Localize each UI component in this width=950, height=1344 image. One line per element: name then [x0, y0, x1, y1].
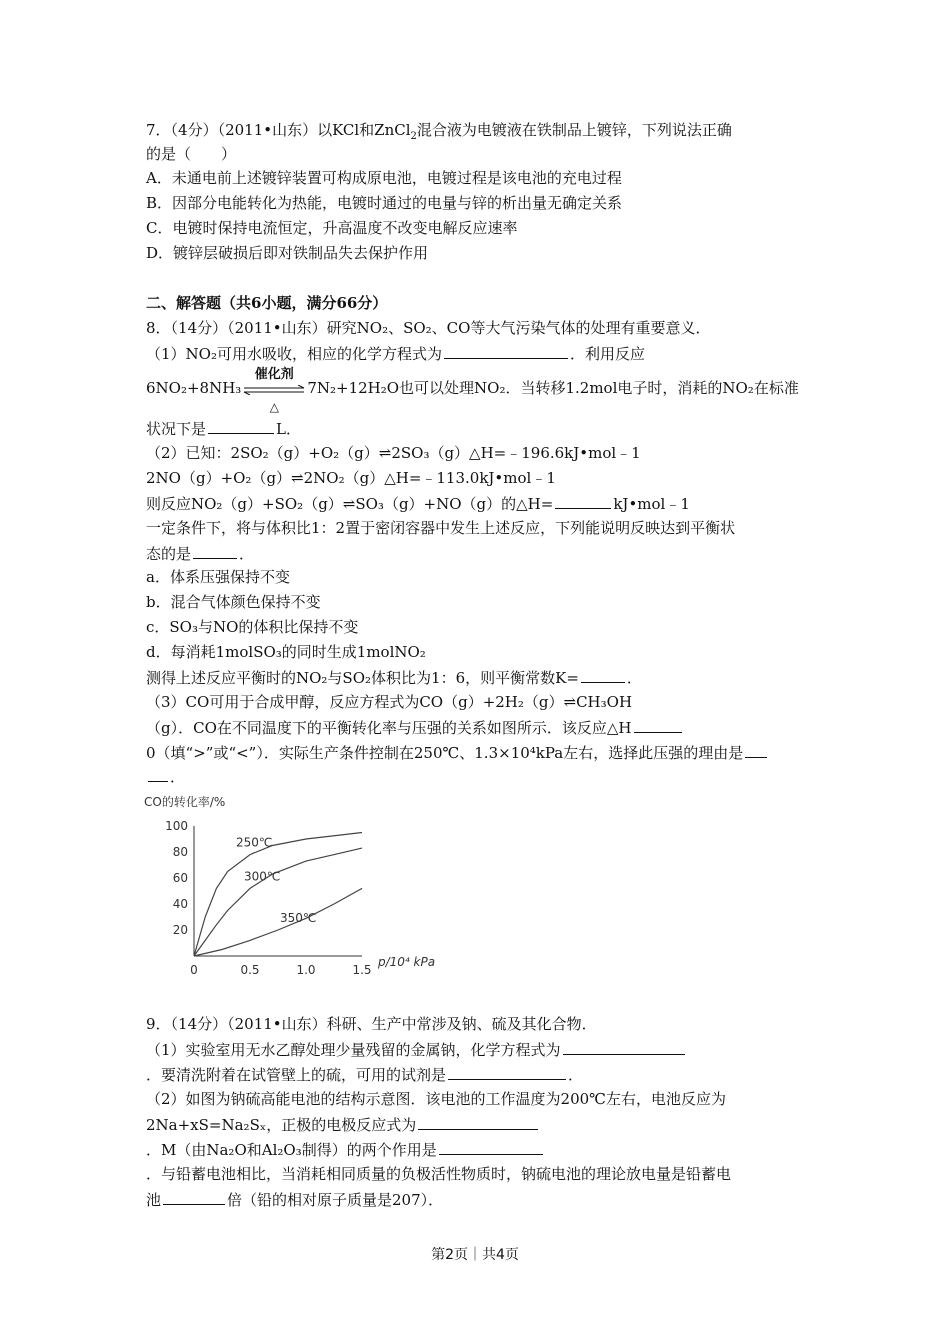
series-lines — [194, 833, 362, 957]
q8-part3-line3: 0（填“>”或“<”）．实际生产条件控制在250℃、1.3×10⁴kPa左右，选择此压强的理由是 — [146, 742, 769, 763]
q9-part1-line1: （1）实验室用无水乙醇处理少量残留的金属钠，化学方程式为 — [146, 1039, 687, 1060]
q8-part2-eq2: 2NO（g）+O₂（g）⇌2NO₂（g）△H=﹣113.0kJ•mol﹣1 — [146, 469, 556, 487]
x-tick-labels — [190, 963, 371, 977]
q9-stem: 9．（14分）（2011•山东）科研、生产中常涉及钠、硫及其化合物． — [146, 1015, 597, 1033]
q9-part1-line2: ．要清洗附着在试管壁上的硫，可用的试剂是 ． — [146, 1066, 584, 1084]
series-labels — [236, 836, 316, 925]
q8-part1-equation: 6NO₂+8NH₃ 催化剂 △ 7N₂+12H₂O也可以处理NO₂．当转移1.2mol电子时，消耗的NO₂在标准 — [146, 367, 799, 414]
answer-blank[interactable] — [745, 742, 767, 758]
y-tick-labels — [165, 819, 188, 937]
q8-part2-line3: 则反应NO₂（g）+SO₂（g）⇌SO₃（g）+NO（g）的△H= kJ•mol﹣1 — [146, 495, 690, 513]
answer-blank[interactable] — [163, 1189, 225, 1205]
q8-option-d: d．每消耗1molSO₃的同时生成1molNO₂ — [146, 643, 426, 661]
answer-blank[interactable] — [418, 1114, 538, 1130]
x-tick-label: 0.5 — [240, 963, 260, 977]
q7-stem-line1: 7．（4分）（2011•山东）以KCl和ZnCl$_2$混合液为电镀液在铁制品上镀锌，下列说法正确 — [146, 121, 732, 142]
series-label: 250℃ — [236, 835, 273, 850]
answer-blank[interactable] — [444, 343, 568, 359]
x-tick-label: 1.5 — [352, 963, 372, 977]
q8-part2-line4: 一定条件下，将与体积比1：2置于密闭容器中发生上述反应，下列能说明反映达到平衡状 — [146, 519, 736, 537]
q7-option-c: C．电镀时保持电流恒定，升高温度不改变电解反应速率 — [146, 219, 518, 237]
answer-blank[interactable] — [563, 1039, 685, 1055]
q7-option-b: B．因部分电能转化为热能，电镀时通过的电量与锌的析出量无确定关系 — [146, 194, 623, 212]
y-tick-label: 40 — [172, 897, 188, 911]
q9-part2-line2: 2Na+xS=Na₂Sₓ，正极的电极反应式为 — [146, 1114, 540, 1135]
answer-blank[interactable] — [208, 418, 274, 434]
q8-option-b: b．混合气体颜色保持不变 — [146, 593, 321, 611]
page-footer: 第2页｜共4页 — [431, 1247, 519, 1263]
answer-blank[interactable] — [555, 493, 611, 509]
series-label: 350℃ — [280, 911, 317, 925]
answer-blank[interactable] — [581, 667, 625, 683]
q9-part2-line3: ．M（由Na₂O和Al₂O₃制得）的两个作用是 — [146, 1139, 545, 1160]
q9-part2-line5: 池 倍（铅的相对原子质量是207）． — [146, 1191, 444, 1209]
chart-title: CO的转化率/% — [144, 795, 226, 809]
section-title: 二、解答题（共6小题，满分66分） — [146, 294, 388, 312]
q8-stem: 8．（14分）（2011•山东）研究NO₂、SO₂、CO等大气污染气体的处理有重要意义． — [146, 319, 711, 337]
x-tick-label: 1.0 — [296, 963, 316, 977]
x-tick-label: 0 — [190, 963, 198, 977]
q8-part1-line1: （1）NO₂可用水吸收，相应的化学方程式为 ．利用反应 — [146, 345, 645, 363]
series-line — [194, 888, 362, 956]
q8-option-c: c．SO₃与NO的体积比保持不变 — [146, 618, 359, 636]
q7-option-d: D．镀锌层破损后即对铁制品失去保护作用 — [146, 244, 429, 262]
answer-blank[interactable] — [634, 717, 682, 733]
q7-option-a: A．未通电前上述镀锌装置可构成原电池，电镀过程是该电池的充电过程 — [146, 169, 622, 187]
y-tick-label: 100 — [165, 819, 188, 833]
q7-stem-line2: 的是（ ） — [146, 145, 237, 163]
q8-part3-line2: （g）．CO在不同温度下的平衡转化率与压强的关系如图所示．该反应△H — [146, 717, 684, 738]
answer-blank[interactable] — [193, 543, 237, 559]
y-tick-label: 20 — [172, 923, 188, 937]
answer-blank[interactable] — [448, 1064, 566, 1080]
equilibrium-arrow-icon — [242, 385, 306, 395]
y-tick-label: 60 — [172, 871, 188, 885]
co-conversion-chart — [140, 790, 460, 990]
series-line — [194, 833, 362, 957]
q8-part2-line5: 态的是 ． — [146, 545, 255, 563]
q8-part3-line4: ． — [146, 766, 185, 787]
x-axis-label: p/10⁴ kPa — [378, 955, 436, 969]
q9-part2-line4: ．与铅蓄电池相比，当消耗相同质量的负极活性物质时，钠硫电池的理论放电量是铅蓄电 — [146, 1165, 732, 1183]
reaction-arrow: 催化剂 △ — [242, 379, 306, 399]
q8-option-a: a．体系压强保持不变 — [146, 568, 290, 586]
q8-part3-line1: （3）CO可用于合成甲醇，反应方程式为CO（g）+2H₂（g）⇌CH₃OH — [146, 693, 633, 711]
answer-blank[interactable] — [148, 766, 168, 782]
series-label: 300℃ — [244, 869, 281, 884]
q8-part1-line3: 状况下是 L． — [146, 420, 301, 438]
q8-part2-eq1: （2）已知：2SO₂（g）+O₂（g）⇌2SO₃（g）△H=﹣196.6kJ•mol﹣1 — [146, 444, 641, 462]
q9-part2-line1: （2）如图为钠硫高能电池的结构示意图．该电池的工作温度为200℃左右，电池反应为 — [146, 1090, 726, 1108]
answer-blank[interactable] — [439, 1139, 543, 1155]
y-tick-label: 80 — [172, 845, 188, 859]
q8-part2-line6: 测得上述反应平衡时的NO₂与SO₂体积比为1：6，则平衡常数K= ． — [146, 669, 642, 687]
